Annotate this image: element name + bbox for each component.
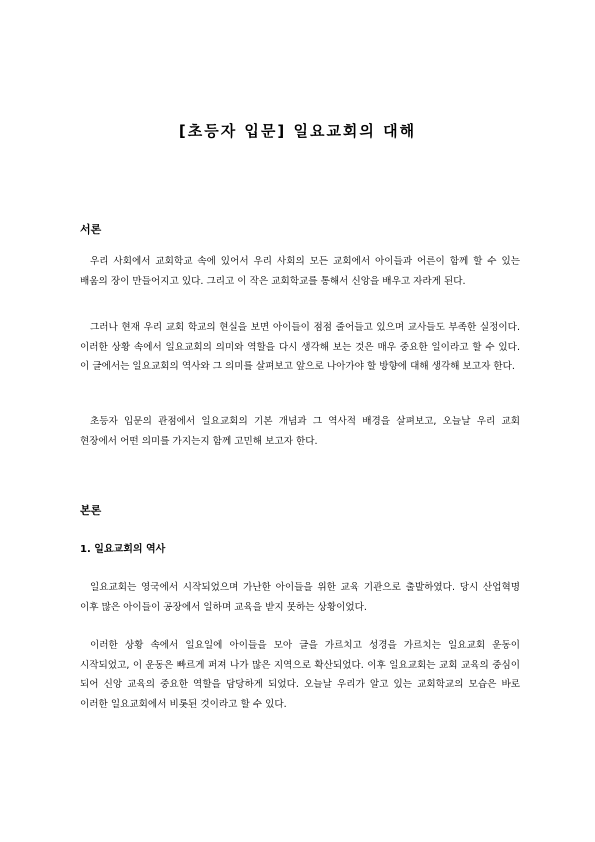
section-heading-introduction: 서론 — [80, 223, 102, 236]
subsection-heading-history: 1. 일요교회의 역사 — [80, 544, 166, 555]
document-title: [초등자 입문] 일요교회의 대해 — [178, 122, 417, 140]
intro-paragraph-1: 우리 사회에서 교회학교 속에 있어서 우리 사회의 모든 교회에서 아이들과 어른이 함께 할 수 있는 배움의 장이 만들어지고 있다. 그리고 이 작은 교회학교를 통해서 신앙을 배우고 자라게 된다. — [80, 256, 520, 287]
section-heading-body: 본론 — [80, 504, 102, 517]
body-paragraph-2: 이러한 상황 속에서 일요일에 아이들을 모아 글을 가르치고 성경을 가르치는 일요교회 운동이 시작되었고, 이 운동은 빠르게 퍼져 나가 많은 지역으로 확산되었다. 이후 일요교회는 교회 교육의 중심이 되어 신앙 교육의 중요한 역할을 담당하게 되었다. 오늘날 우리가 알고 있는 교회학교의 모습은 바로 이러한 일요교회에서 비롯된 것이라고 할 수 있다. — [80, 640, 520, 710]
intro-paragraph-2: 그러나 현재 우리 교회 학교의 현실을 보면 아이들이 점점 줄어들고 있으며 교사들도 부족한 실정이다. 이러한 상황 속에서 일요교회의 의미와 역할을 다시 생각해 보는 것은 매우 중요한 일이라고 할 수 있다. 이 글에서는 일요교회의 역사와 그 의미를 살펴보고 앞으로 나아가야 할 방향에 대해 생각해 보고자 한다. — [80, 322, 520, 372]
body-paragraph-1: 일요교회는 영국에서 시작되었으며 가난한 아이들을 위한 교육 기관으로 출발하였다. 당시 산업혁명 이후 많은 아이들이 공장에서 일하며 교육을 받지 못하는 상황이었다. — [80, 582, 520, 613]
intro-paragraph-3: 초등자 입문의 관점에서 일요교회의 기본 개념과 그 역사적 배경을 살펴보고, 오늘날 우리 교회 현장에서 어떤 의미를 가지는지 함께 고민해 보고자 한다. — [80, 416, 520, 447]
